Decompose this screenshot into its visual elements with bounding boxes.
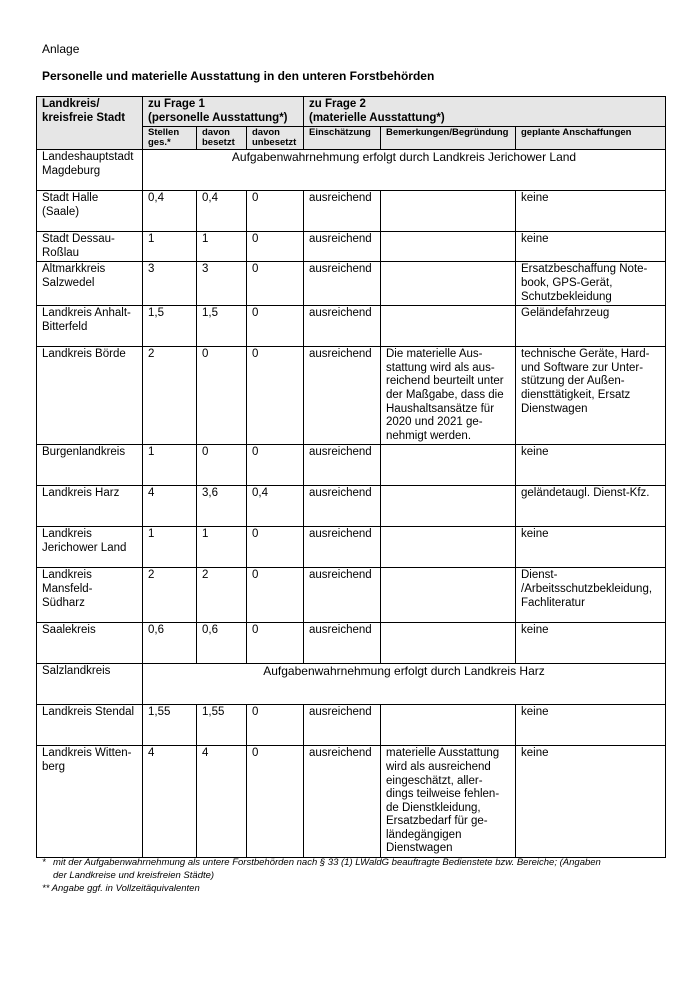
header-assessment: Einschätzung <box>304 127 381 150</box>
remarks: Die materielle Aus- stattung wird als aus- reichend beurteilt unter der Maßgabe, dass die Haushaltsansätze für 2020 und 2021 ge- nehmigt werden. <box>381 347 516 445</box>
equipment-table <box>36 96 666 858</box>
planned-purchases: Dienst- /Arbeitsschutzbekleidung, Fachliteratur <box>516 568 666 623</box>
posts-total: 1 <box>143 232 197 262</box>
posts-total: 2 <box>143 568 197 623</box>
table-row <box>37 445 666 486</box>
table-row <box>37 705 666 746</box>
planned-purchases: technische Geräte, Hard- und Software zur Unter- stützung der Außen- diensttätigkeit, Ersatz Dienstwagen <box>516 347 666 445</box>
assessment: ausreichend <box>304 262 381 306</box>
planned-purchases: keine <box>516 746 666 858</box>
header-vacant: davon unbesetzt <box>247 127 304 150</box>
footnote-1-continued: der Landkreise und kreisfreien Städte) <box>53 870 215 881</box>
district-name: Landkreis Witten- berg <box>37 746 143 858</box>
posts-filled: 1,55 <box>197 705 247 746</box>
assessment: ausreichend <box>304 191 381 232</box>
remarks <box>381 191 516 232</box>
table-row <box>37 150 666 191</box>
header-question-1: zu Frage 1 (personelle Ausstattung*) <box>143 97 304 127</box>
posts-vacant: 0 <box>247 568 304 623</box>
posts-vacant: 0 <box>247 623 304 664</box>
header-filled: davon besetzt <box>197 127 247 150</box>
table-row <box>37 262 666 306</box>
remarks <box>381 623 516 664</box>
footnote-2: ** Angabe ggf. in Vollzeitäquivalenten <box>42 883 200 894</box>
district-name: Landkreis Harz <box>37 486 143 527</box>
posts-total: 1 <box>143 445 197 486</box>
planned-purchases: Geländefahrzeug <box>516 306 666 347</box>
remarks <box>381 445 516 486</box>
header-district: Landkreis/ kreisfreie Stadt <box>37 97 143 150</box>
remarks <box>381 568 516 623</box>
assessment: ausreichend <box>304 568 381 623</box>
district-name: Stadt Halle (Saale) <box>37 191 143 232</box>
table-row <box>37 746 666 858</box>
annex-label: Anlage <box>42 42 80 56</box>
posts-filled: 0,6 <box>197 623 247 664</box>
table-row <box>37 486 666 527</box>
assessment: ausreichend <box>304 705 381 746</box>
document-title: Personelle und materielle Ausstattung in den unteren Forstbehörden <box>42 69 435 83</box>
assessment: ausreichend <box>304 232 381 262</box>
district-name: Landkreis Jerichower Land <box>37 527 143 568</box>
posts-filled: 1 <box>197 232 247 262</box>
posts-vacant: 0 <box>247 705 304 746</box>
assessment: ausreichend <box>304 746 381 858</box>
district-name: Landkreis Börde <box>37 347 143 445</box>
remarks <box>381 705 516 746</box>
posts-total: 4 <box>143 746 197 858</box>
table-row <box>37 347 666 445</box>
planned-purchases: keine <box>516 623 666 664</box>
posts-vacant: 0 <box>247 445 304 486</box>
footnote-mark: * <box>42 857 46 868</box>
posts-filled: 0 <box>197 347 247 445</box>
posts-vacant: 0 <box>247 306 304 347</box>
planned-purchases: keine <box>516 705 666 746</box>
remarks: materielle Ausstattung wird als ausreichend eingeschätzt, aller- dings teilweise fehlen- de Dienstkleidung, Ersatzbedarf für ge- ländegängigen Dienstwagen <box>381 746 516 858</box>
planned-purchases: keine <box>516 191 666 232</box>
table-row <box>37 664 666 705</box>
district-name: Landkreis Stendal <box>37 705 143 746</box>
header-question-2: zu Frage 2 (materielle Ausstattung*) <box>304 97 666 127</box>
planned-purchases: keine <box>516 232 666 262</box>
posts-vacant: 0,4 <box>247 486 304 527</box>
posts-vacant: 0 <box>247 527 304 568</box>
header-posts-total: Stellen ges.* <box>143 127 197 150</box>
posts-total: 4 <box>143 486 197 527</box>
footnote-1-text: mit der Aufgabenwahrnehmung als untere Forstbehörden nach § 33 (1) LWaldG beauftragte Bedienstete bzw. Bereiche; (Angaben <box>53 857 601 868</box>
remarks <box>381 306 516 347</box>
footnote-1 <box>42 856 601 869</box>
posts-vacant: 0 <box>247 746 304 858</box>
district-name: Burgenlandkreis <box>37 445 143 486</box>
header-planned: geplante Anschaffungen <box>516 127 666 150</box>
posts-filled: 3,6 <box>197 486 247 527</box>
table-row <box>37 568 666 623</box>
remarks <box>381 527 516 568</box>
district-name: Landeshauptstadt Magdeburg <box>37 150 143 191</box>
posts-vacant: 0 <box>247 262 304 306</box>
merged-note: Aufgabenwahrnehmung erfolgt durch Landkreis Harz <box>143 664 666 705</box>
posts-vacant: 0 <box>247 191 304 232</box>
posts-filled: 2 <box>197 568 247 623</box>
planned-purchases: geländetaugl. Dienst-Kfz. <box>516 486 666 527</box>
district-name: Landkreis Mansfeld- Südharz <box>37 568 143 623</box>
posts-total: 0,6 <box>143 623 197 664</box>
district-name: Landkreis Anhalt- Bitterfeld <box>37 306 143 347</box>
district-name: Salzlandkreis <box>37 664 143 705</box>
assessment: ausreichend <box>304 527 381 568</box>
assessment: ausreichend <box>304 445 381 486</box>
planned-purchases: Ersatzbeschaffung Note- book, GPS-Gerät, Schutzbekleidung <box>516 262 666 306</box>
posts-total: 1,5 <box>143 306 197 347</box>
footnotes <box>42 856 601 895</box>
assessment: ausreichend <box>304 306 381 347</box>
district-name: Altmarkkreis Salzwedel <box>37 262 143 306</box>
posts-filled: 1 <box>197 527 247 568</box>
remarks <box>381 486 516 527</box>
posts-total: 3 <box>143 262 197 306</box>
table-row <box>37 191 666 232</box>
header-remarks: Bemerkungen/Begründung <box>381 127 516 150</box>
posts-filled: 1,5 <box>197 306 247 347</box>
posts-filled: 0 <box>197 445 247 486</box>
posts-filled: 3 <box>197 262 247 306</box>
remarks <box>381 262 516 306</box>
table-row <box>37 232 666 262</box>
table-row <box>37 527 666 568</box>
posts-filled: 0,4 <box>197 191 247 232</box>
planned-purchases: keine <box>516 527 666 568</box>
posts-vacant: 0 <box>247 347 304 445</box>
remarks <box>381 232 516 262</box>
district-name: Stadt Dessau- Roßlau <box>37 232 143 262</box>
posts-filled: 4 <box>197 746 247 858</box>
table-row <box>37 306 666 347</box>
merged-note: Aufgabenwahrnehmung erfolgt durch Landkreis Jerichower Land <box>143 150 666 191</box>
posts-total: 1 <box>143 527 197 568</box>
planned-purchases: keine <box>516 445 666 486</box>
table-row <box>37 623 666 664</box>
posts-vacant: 0 <box>247 232 304 262</box>
posts-total: 2 <box>143 347 197 445</box>
posts-total: 1,55 <box>143 705 197 746</box>
assessment: ausreichend <box>304 486 381 527</box>
assessment: ausreichend <box>304 347 381 445</box>
district-name: Saalekreis <box>37 623 143 664</box>
posts-total: 0,4 <box>143 191 197 232</box>
assessment: ausreichend <box>304 623 381 664</box>
